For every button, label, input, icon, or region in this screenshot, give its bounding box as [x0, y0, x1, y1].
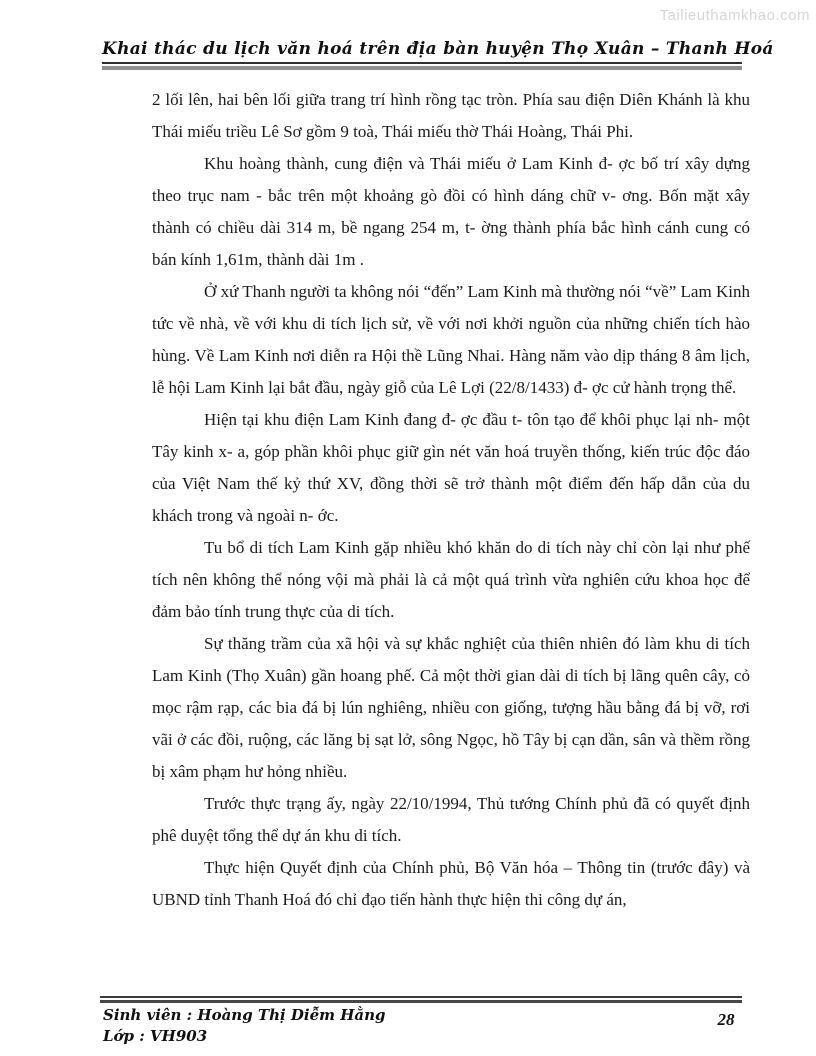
- watermark-text: Tailieuthamkhao.com: [659, 7, 810, 24]
- paragraph: Hiện tại khu điện Lam Kinh đang đ- ợc đầu t- tôn tạo để khôi phục lại nh- một Tây kinh x- a, góp phần khôi phục giữ gìn nét văn hoá truyền thống, kiến trúc độc đáo của Việt Nam thế kỷ thứ XV, đồng thời sẽ trở thành một điểm đến hấp dẫn của du khách trong và ngoài n- ớc.: [152, 410, 750, 525]
- paragraph: Khu hoàng thành, cung điện và Thái miếu ở Lam Kinh đ- ợc bố trí xây dựng theo trục nam - bắc trên một khoảng gò đồi có hình dáng chữ v- ơng. Bốn mặt xây thành có chiều dài 314 m, bề ngang 254 m, t- ờng thành phía bắc hình cánh cung có bán kính 1,61m, thành dài 1m .: [152, 154, 750, 269]
- footer-student-line: Sinh viên : Hoàng Thị Diễm Hằng: [103, 1006, 386, 1024]
- header-title: Khai thác du lịch văn hoá trên địa bàn huyện Thọ Xuân – Thanh Hoá: [102, 39, 774, 59]
- paragraph: 2 lối lên, hai bên lối giữa trang trí hình rồng tạc tròn. Phía sau điện Diên Khánh là khu Thái miếu triều Lê Sơ gồm 9 toà, Thái miếu thờ Thái Hoàng, Thái Phi.: [152, 90, 750, 141]
- header-rule: [102, 62, 742, 70]
- paragraph: Ở xứ Thanh người ta không nói “đến” Lam Kinh mà thường nói “về” Lam Kinh tức về nhà, về với khu di tích lịch sử, về với nơi khởi nguồn của những chiến tích hào hùng. Về Lam Kinh nơi diễn ra Hội thề Lũng Nhai. Hàng năm vào dịp tháng 8 âm lịch, lễ hội Lam Kinh lại bắt đầu, ngày giỗ của Lê Lợi (22/8/1433) đ- ợc cử hành trọng thể.: [152, 282, 750, 397]
- paragraph: Sự thăng trầm của xã hội và sự khắc nghiệt của thiên nhiên đó làm khu di tích Lam Kinh (Thọ Xuân) gần hoang phế. Cả một thời gian dài di tích bị lãng quên cây, cỏ mọc rậm rạp, các bia đá bị lún nghiêng, nhiều con giống, tượng hầu bằng đá bị vỡ, rơi vãi ở các đồi, ruộng, các lăng bị sạt lở, sông Ngọc, hồ Tây bị cạn dần, sân và thềm rồng bị xâm phạm hư hỏng nhiều.: [152, 634, 750, 781]
- paragraph: Thực hiện Quyết định của Chính phủ, Bộ Văn hóa – Thông tin (trước đây) và UBND tỉnh Thanh Hoá đó chỉ đạo tiến hành thực hiện thi công dự án,: [152, 858, 750, 909]
- document-body: [152, 84, 750, 916]
- paragraph: Trước thực trạng ấy, ngày 22/10/1994, Thủ tướng Chính phủ đã có quyết định phê duyệt tổng thể dự án khu di tích.: [152, 794, 750, 845]
- footer-rule: [100, 996, 742, 1003]
- page-number: 28: [717, 1010, 735, 1029]
- footer: [103, 1005, 386, 1047]
- footer-class-line: Lớp : VH903: [103, 1027, 208, 1045]
- paragraph: Tu bổ di tích Lam Kinh gặp nhiều khó khăn do di tích này chỉ còn lại như phế tích nên không thể nóng vội mà phải là cả một quá trình vừa nghiên cứu khoa học để đảm bảo tính trung thực của di tích.: [152, 538, 750, 621]
